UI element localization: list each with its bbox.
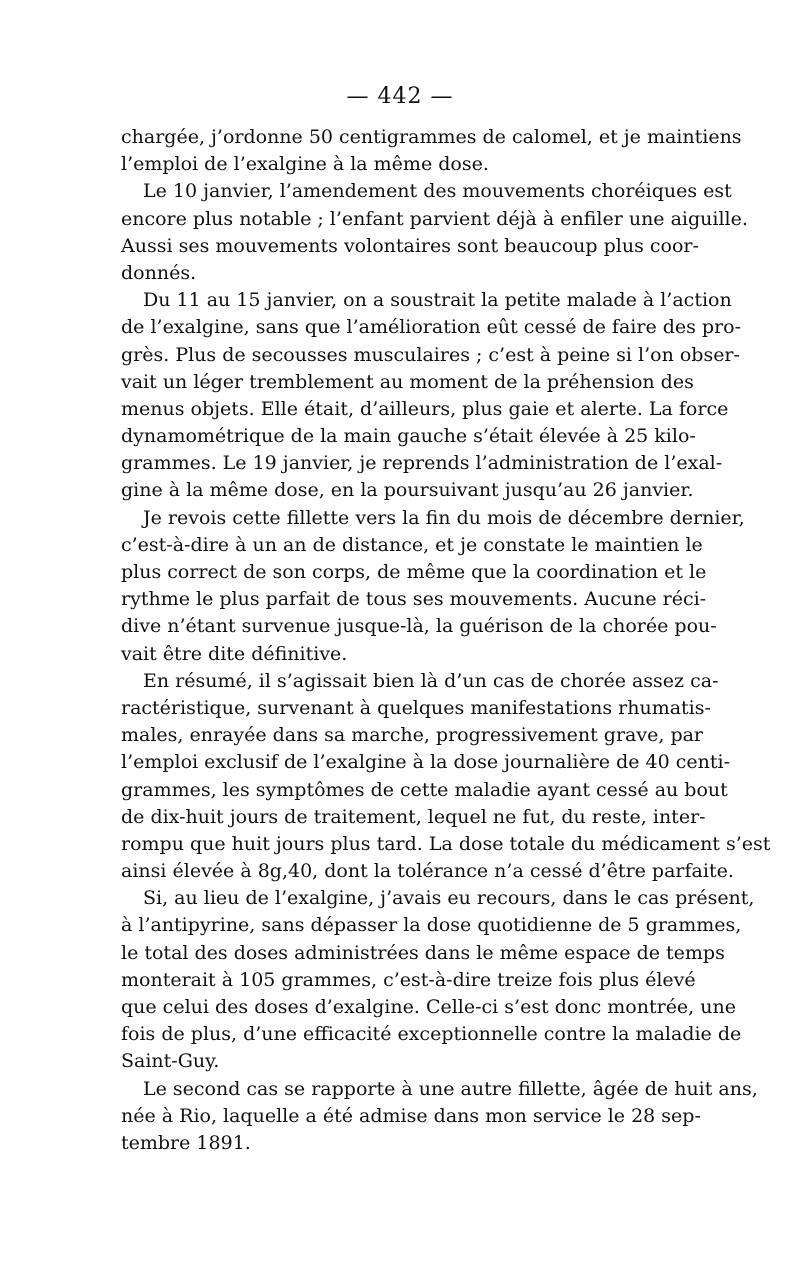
text-line: Le second cas se rapporte à une autre fillette, âgée de huit ans, — [143, 1077, 758, 1100]
text-line: l’emploi exclusif de l’exalgine à la dose journalière de 40 centi- — [121, 751, 731, 774]
text-line: grammes. Le 19 janvier, je reprends l’administration de l’exal- — [121, 452, 723, 475]
text-line: rythme le plus parfait de tous ses mouvements. Aucune réci- — [121, 588, 707, 611]
text-line: Le 10 janvier, l’amendement des mouvements choréiques est — [143, 180, 732, 203]
text-line: rompu que huit jours plus tard. La dose totale du médicament s’est — [121, 832, 771, 855]
text-line: née à Rio, laquelle a été admise dans mon service le 28 sep- — [121, 1104, 701, 1127]
text-line: vait être dite définitive. — [121, 642, 348, 665]
text-line: Du 11 au 15 janvier, on a soustrait la petite malade à l’action — [143, 289, 732, 312]
text-line: menus objets. Elle était, d’ailleurs, plus gaie et alerte. La force — [121, 397, 729, 420]
text-line: En résumé, il s’agissait bien là d’un cas de chorée assez ca- — [143, 669, 719, 692]
text-line: à l’antipyrine, sans dépasser la dose quotidienne de 5 grammes, — [121, 914, 742, 937]
text-line: le total des doses administrées dans le même espace de temps — [121, 941, 725, 964]
text-line: c’est-à-dire à un an de distance, et je constate le maintien le — [121, 533, 703, 556]
text-line: l’emploi de l’exalgine à la même dose. — [121, 153, 489, 176]
text-line: grammes, les symptômes de cette maladie ayant cessé au bout — [121, 778, 728, 801]
page-number: — 442 — — [346, 84, 454, 109]
text-line: ractéristique, survenant à quelques manifestations rhumatis- — [121, 696, 711, 719]
text-line: Aussi ses mouvements volontaires sont beaucoup plus coor- — [121, 234, 699, 257]
text-line: vait un léger tremblement au moment de la préhension des — [121, 370, 694, 393]
text-line: gine à la même dose, en la poursuivant jusqu’au 26 janvier. — [121, 479, 694, 502]
text-line: monterait à 105 grammes, c’est-à-dire treize fois plus élevé — [121, 968, 696, 991]
text-line: encore plus notable ; l’enfant parvient déjà à enfiler une aiguille. — [121, 207, 748, 230]
body-text — [121, 124, 771, 1157]
text-line: donnés. — [121, 261, 197, 284]
text-line: plus correct de son corps, de même que la coordination et le — [121, 561, 707, 583]
text-line: dive n’étant survenue jusque-là, la guérison de la chorée pou- — [121, 615, 717, 638]
text-line: fois de plus, d’une efficacité exceptionnelle contre la maladie de — [121, 1023, 742, 1046]
text-line: Si, au lieu de l’exalgine, j’avais eu recours, dans le cas présent, — [143, 887, 755, 910]
text-line: que celui des doses d’exalgine. Celle-ci s’est donc montrée, une — [121, 996, 736, 1018]
text-line: dynamométrique de la main gauche s’était élevée à 25 kilo- — [121, 425, 696, 448]
text-line: Saint-Guy. — [121, 1050, 220, 1073]
text-line: de l’exalgine, sans que l’amélioration eût cessé de faire des pro- — [121, 316, 742, 339]
text-line: tembre 1891. — [121, 1131, 251, 1154]
text-line: Je revois cette fillette vers la fin du mois de décembre dernier, — [143, 506, 745, 529]
text-line: grès. Plus de secousses musculaires ; c’est à peine si l’on obser- — [121, 343, 740, 366]
text-line: males, enrayée dans sa marche, progressivement grave, par — [121, 724, 704, 747]
text-line: ainsi élevée à 8g,40, dont la tolérance n’a cessé d’être parfaite. — [121, 860, 734, 883]
text-line: chargée, j’ordonne 50 centigrammes de calomel, et je maintiens — [121, 126, 742, 148]
text-line: de dix-huit jours de traitement, lequel ne fut, du reste, inter- — [121, 805, 706, 828]
